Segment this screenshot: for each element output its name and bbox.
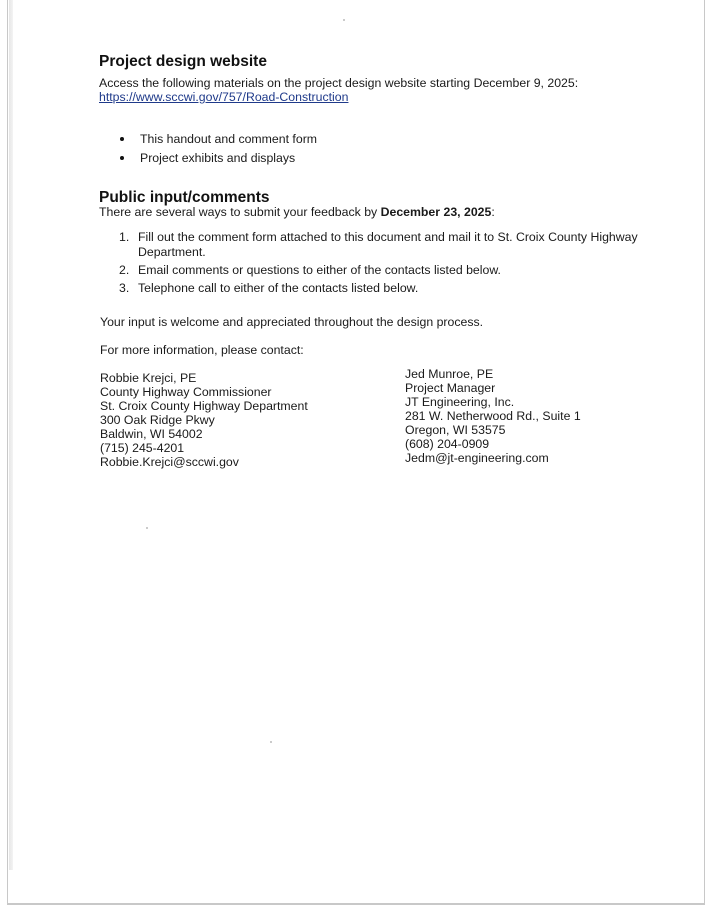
contact-name: Robbie Krejci, PE <box>100 371 197 385</box>
contact-phone: (608) 204-0909 <box>405 437 490 451</box>
list-item: This handout and comment form <box>120 132 317 151</box>
bullet-icon <box>120 137 124 141</box>
materials-list <box>120 132 317 170</box>
deadline-date: December 23, 2025 <box>380 205 492 219</box>
contact-org: JT Engineering, Inc. <box>405 395 515 409</box>
list-item: 3. Telephone call to either of the contacts listed below. <box>119 281 419 295</box>
contact-city: Oregon, WI 53575 <box>405 423 506 437</box>
contact-title: Project Manager <box>405 381 496 395</box>
feedback-steps <box>119 230 639 299</box>
contact-org: St. Croix County Highway Department <box>100 399 308 413</box>
contact-card-munroe <box>405 367 581 465</box>
comments-intro: There are several ways to submit your feedback by December 23, 2025: <box>99 205 495 219</box>
bullet-icon <box>120 156 124 160</box>
contact-email: Robbie.Krejci@sccwi.gov <box>100 455 239 469</box>
contact-address: 281 W. Netherwood Rd., Suite 1 <box>405 409 581 423</box>
list-item: 1. Fill out the comment form attached to this document and mail it to St. Croix County Highway Department. <box>119 230 638 259</box>
contact-address: 300 Oak Ridge Pkwy <box>100 413 215 427</box>
comments-heading: Public input/comments <box>99 189 270 206</box>
contact-title: County Highway Commissioner <box>100 385 272 399</box>
contact-phone: (715) 245-4201 <box>100 441 185 455</box>
project-website-link[interactable]: https://www.sccwi.gov/757/Road-Construction <box>99 90 349 104</box>
document-page <box>7 0 705 905</box>
scan-speck <box>270 741 272 743</box>
scan-edge <box>9 0 13 870</box>
contact-email: Jedm@jt-engineering.com <box>405 451 549 465</box>
list-item: 2. Email comments or questions to either of the contacts listed below. <box>119 263 501 277</box>
list-item: Project exhibits and displays <box>120 151 317 170</box>
scan-speck <box>343 19 345 21</box>
welcome-text: Your input is welcome and appreciated throughout the design process. <box>100 315 484 329</box>
website-intro: Access the following materials on the project design website starting December 9, 2025: <box>99 76 579 90</box>
website-heading: Project design website <box>99 53 267 70</box>
contact-card-krejci <box>100 371 308 469</box>
more-info-text: For more information, please contact: <box>100 343 304 357</box>
contact-name: Jed Munroe, PE <box>405 367 494 381</box>
contact-city: Baldwin, WI 54002 <box>100 427 203 441</box>
scan-speck <box>146 527 148 529</box>
